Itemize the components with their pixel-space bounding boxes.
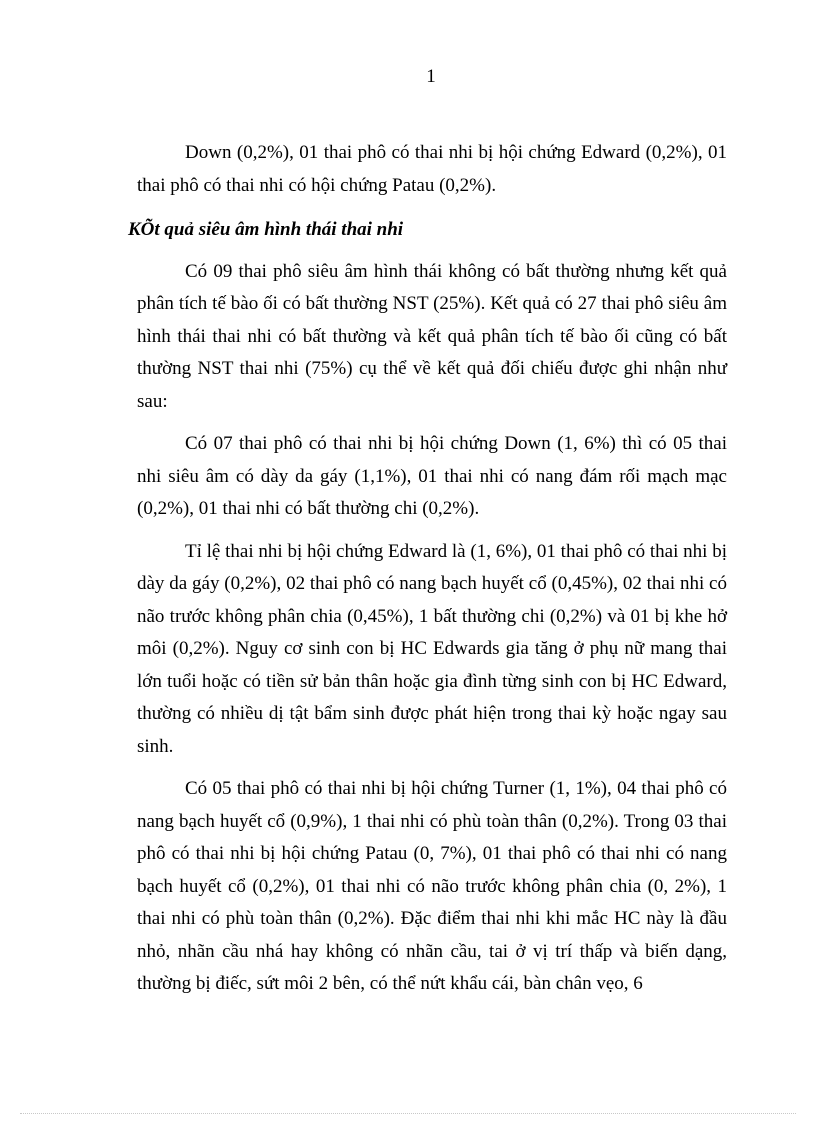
- paragraph: Có 05 thai phô có thai nhi bị hội chứng Turner (1, 1%), 04 thai phô có nang bạch huyết cổ (0,9%), 1 thai nhi có phù toàn thân (0,2%). Trong 03 thai phô có thai nhi bị hội chứng Patau (0, 7%), 01 thai phô có thai nhi có nang bạch huyết cổ (0,2%), 01 thai nhi có não trước không phân chia (0, 2%), 1 thai nhi có phù toàn thân (0,2%). Đặc điểm thai nhi khi mắc HC này là đầu nhỏ, nhãn cầu nhá hay không có nhãn cầu, tai ở vị trí thấp và biến dạng, thường bị điếc, sứt môi 2 bên, có thể nứt khẩu cái, bàn chân vẹo, 6: [137, 778, 727, 994]
- paragraph: Có 07 thai phô có thai nhi bị hội chứng Down (1, 6%) thì có 05 thai nhi siêu âm có dày da gáy (1,1%), 01 thai nhi có nang đám rối mạch mạc (0,2%), 01 thai nhi có bất thường chi (0,2%).: [137, 433, 727, 519]
- section-heading: KÕt quả siêu âm hình thái thai nhi: [128, 219, 404, 240]
- page-number: 1: [426, 66, 436, 87]
- document-body: [128, 137, 727, 1011]
- paragraph: Tỉ lệ thai nhi bị hội chứng Edward là (1, 6%), 01 thai phô có thai nhi bị dày da gáy (0,2%), 02 thai phô có nang bạch huyết cổ (0,45%), 02 thai nhi có não trước không phân chia (0,45%), 1 bất thường chi (0,2%) và 01 bị khe hở môi (0,2%). Nguy cơ sinh con bị HC Edwards gia tăng ở phụ nữ mang thai lớn tuổi hoặc có tiền sử bản thân hoặc gia đình từng sinh con bị HC Edward, thường có nhiều dị tật bẩm sinh được phát hiện trong thai kỳ hoặc ngay sau sinh.: [137, 540, 727, 757]
- paragraph-continuation: Down (0,2%), 01 thai phô có thai nhi bị hội chứng Edward (0,2%), 01 thai phô có thai nhi có hội chứng Patau (0,2%).: [137, 142, 727, 196]
- paragraph: Có 09 thai phô siêu âm hình thái không có bất thường nhưng kết quả phân tích tế bào ối có bất thường NST (25%). Kết quả có 27 thai phô siêu âm hình thái thai nhi có bất thường và kết quả phân tích tế bào ối cũng có bất thường NST thai nhi (75%) cụ thể về kết quả đối chiếu được ghi nhận như sau:: [137, 260, 727, 412]
- page-bottom-divider: [20, 1113, 796, 1114]
